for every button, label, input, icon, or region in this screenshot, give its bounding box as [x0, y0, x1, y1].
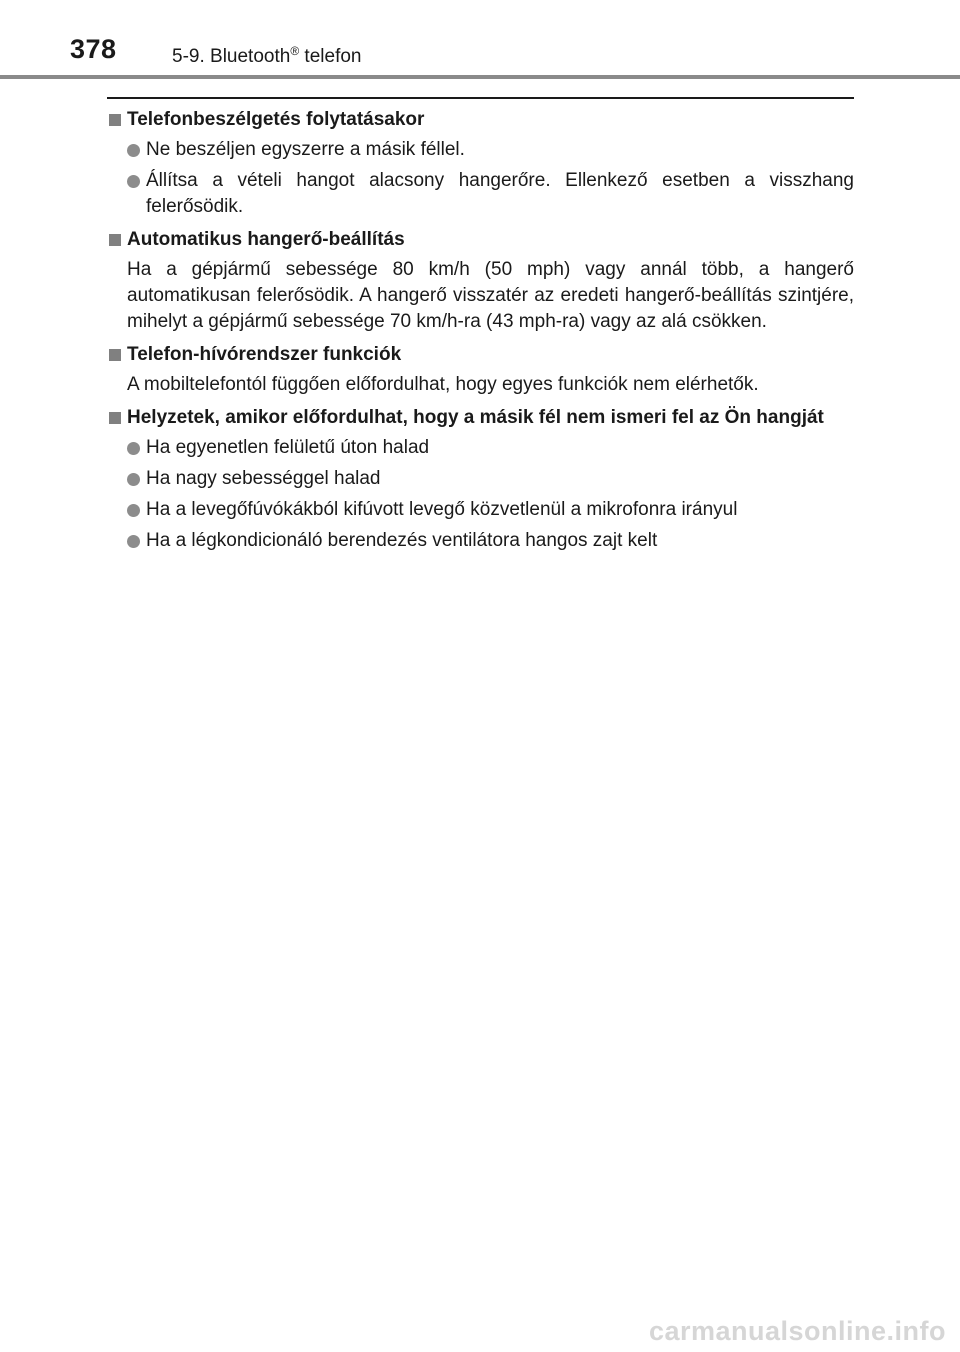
- section-heading-text: Helyzetek, amikor előfordulhat, hogy a másik fél nem ismeri fel az Ön hangját: [127, 407, 824, 428]
- section-heading: [107, 342, 854, 368]
- bullet-item: [107, 168, 854, 220]
- circle-bullet-icon: [127, 535, 140, 548]
- bullet-text: Ha a légkondicionáló berendezés ventilátora hangos zajt kelt: [146, 530, 658, 551]
- bullet-item: [107, 528, 854, 554]
- bullet-text: Ha nagy sebességgel halad: [146, 468, 381, 489]
- circle-bullet-icon: [127, 442, 140, 455]
- bullet-item: [107, 137, 854, 163]
- square-bullet-icon: [109, 114, 121, 126]
- circle-bullet-icon: [127, 504, 140, 517]
- bullet-item: [107, 497, 854, 523]
- page-content: [107, 107, 854, 559]
- bullet-item: [107, 435, 854, 461]
- section-heading: [107, 227, 854, 253]
- section-paragraph: A mobiltelefontól függően előfordulhat, hogy egyes funkciók nem elérhetők.: [127, 374, 759, 395]
- section-heading: [107, 107, 854, 133]
- circle-bullet-icon: [127, 144, 140, 157]
- page-header: [0, 0, 960, 80]
- section-title-prefix: 5-9. Bluetooth: [172, 46, 291, 67]
- section-title: [172, 44, 361, 68]
- section-heading-text: Automatikus hangerő-beállítás: [127, 229, 405, 250]
- section-heading: [107, 405, 854, 431]
- page-number: 378: [70, 34, 117, 64]
- section-heading-text: Telefon-hívórendszer funkciók: [127, 344, 402, 365]
- bullet-text: Ha a levegőfúvókákból kifúvott levegő közvetlenül a mikrofonra irányul: [146, 499, 738, 520]
- square-bullet-icon: [109, 412, 121, 424]
- header-divider: [0, 75, 960, 79]
- section-title-suffix: telefon: [299, 46, 362, 67]
- bullet-item: [107, 466, 854, 492]
- content-top-rule: [107, 97, 854, 99]
- registered-mark: ®: [290, 44, 300, 58]
- square-bullet-icon: [109, 349, 121, 361]
- bullet-text: Ha egyenetlen felületű úton halad: [146, 437, 430, 458]
- circle-bullet-icon: [127, 175, 140, 188]
- circle-bullet-icon: [127, 473, 140, 486]
- watermark: carmanualsonline.info: [648, 1316, 946, 1346]
- bullet-text: Ne beszéljen egyszerre a másik féllel.: [146, 139, 465, 160]
- section-paragraph: Ha a gépjármű sebessége 80 km/h (50 mph) vagy annál több, a hangerő automatikusan felerősödik. A hangerő visszatér az eredeti hangerő-beállítás szintjére, mihelyt a gépjármű sebessége 70 km/h-ra (43 mph-ra) vagy az alá csökken.: [127, 259, 854, 332]
- section-heading-text: Telefonbeszélgetés folytatásakor: [127, 109, 425, 130]
- bullet-text: Állítsa a vételi hangot alacsony hangerőre. Ellenkező esetben a visszhang felerősödik.: [146, 170, 854, 217]
- square-bullet-icon: [109, 234, 121, 246]
